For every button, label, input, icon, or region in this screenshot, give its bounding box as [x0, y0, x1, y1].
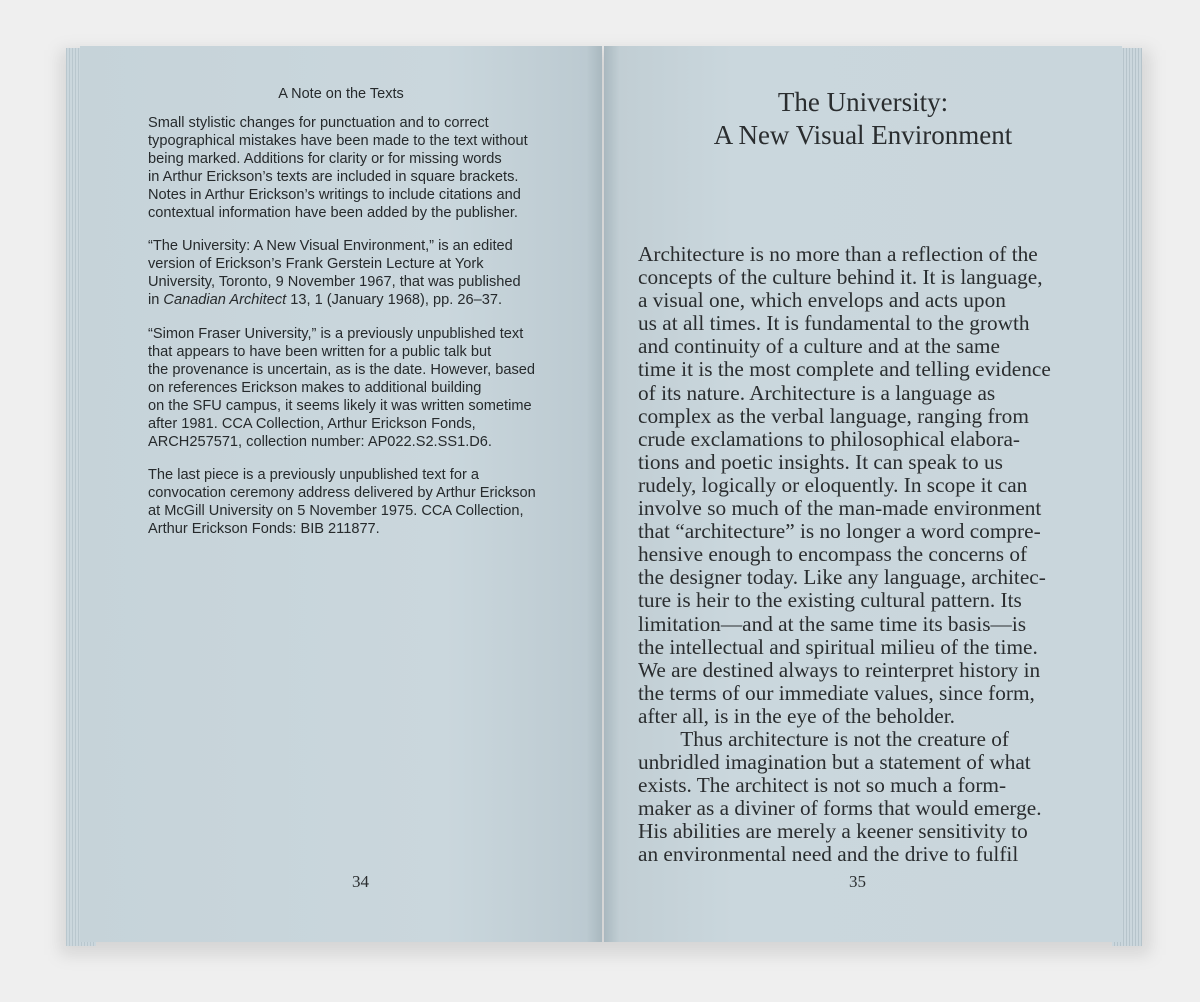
citation-text: in: [148, 292, 164, 309]
text-line: after 1981. CCA Collection, Arthur Erickson Fonds,: [148, 415, 476, 432]
text-line: after all, is in the eye of the beholder.: [638, 703, 955, 728]
right-page: [604, 46, 1122, 942]
right-page-body: [638, 243, 1051, 867]
text-line: ture is heir to the existing cultural pattern. Its: [638, 588, 1022, 613]
text-line: exists. The architect is not so much a form-: [638, 773, 1007, 798]
note-paragraph: [148, 326, 536, 451]
text-line: being marked. Additions for clarity or for missing words: [148, 150, 502, 167]
text-line: Notes in Arthur Erickson’s writings to include citations and: [148, 186, 521, 203]
citation-line: [148, 292, 536, 310]
left-page-heading: A Note on the Texts: [278, 86, 404, 102]
text-line: limitation—and at the same time its basis—is: [638, 611, 1027, 636]
text-line: Architecture is no more than a reflection of the: [638, 242, 1038, 266]
chapter-title: [604, 86, 1122, 152]
text-line: the intellectual and spiritual milieu of the time.: [638, 634, 1038, 659]
text-line: that appears to have been written for a public talk but: [148, 343, 492, 360]
page-number-left: 34: [352, 872, 369, 891]
text-line: that “architecture” is no longer a word compre-: [638, 519, 1041, 544]
citation-text: 13, 1 (January 1968), pp. 26–37.: [286, 292, 503, 309]
text-line: at McGill University on 5 November 1975. CCA Collection,: [148, 503, 524, 520]
text-line: an environmental need and the drive to fulfil: [638, 842, 1019, 867]
text-line: rudely, logically or eloquently. In scope it can: [638, 472, 1028, 497]
text-line: the terms of our immediate values, since form,: [638, 680, 1035, 705]
text-line: unbridled imagination but a statement of what: [638, 750, 1031, 775]
chapter-title-line: The University:: [777, 87, 949, 117]
text-line: Arthur Erickson Fonds: BIB 211877.: [148, 521, 380, 538]
text-line: typographical mistakes have been made to the text without: [148, 132, 528, 149]
text-line: The last piece is a previously unpublished text for a: [148, 467, 479, 484]
text-line: maker as a diviner of forms that would emerge.: [638, 796, 1042, 821]
publication-title: Canadian Architect: [163, 292, 287, 309]
text-line: a visual one, which envelops and acts upon: [638, 288, 1006, 313]
text-line: on the SFU campus, it seems likely it was written sometime: [148, 397, 532, 414]
text-line: “The University: A New Visual Environment,” is an edited: [148, 238, 513, 255]
text-line: “Simon Fraser University,” is a previously unpublished text: [148, 326, 524, 343]
text-line: contextual information have been added by the publisher.: [148, 204, 518, 221]
text-line: We are destined always to reinterpret history in: [638, 657, 1041, 682]
text-line: Small stylistic changes for punctuation and to correct: [148, 115, 489, 131]
text-line: University, Toronto, 9 November 1967, that was published: [148, 274, 521, 291]
text-line: complex as the verbal language, ranging from: [638, 403, 1029, 428]
page-number-right: 35: [849, 872, 866, 891]
text-line: time it is the most complete and telling evidence: [638, 357, 1051, 382]
text-line: His abilities are merely a keener sensitivity to: [638, 819, 1028, 844]
note-paragraph: [148, 238, 536, 310]
left-page-body: [148, 115, 536, 555]
left-page: [80, 46, 602, 942]
text-line: in Arthur Erickson’s texts are included in square brackets.: [148, 168, 519, 185]
text-line: involve so much of the man-made environment: [638, 496, 1042, 521]
text-line: crude exclamations to philosophical elabora-: [638, 426, 1021, 451]
text-line: concepts of the culture behind it. It is language,: [638, 265, 1043, 290]
text-line: tions and poetic insights. It can speak to us: [638, 449, 1003, 474]
note-paragraph: [148, 467, 536, 539]
text-line: ARCH257571, collection number: AP022.S2.SS1.D6.: [148, 433, 492, 450]
text-line: of its nature. Architecture is a language as: [638, 380, 996, 405]
text-line: convocation ceremony address delivered by Arthur Erickson: [148, 485, 536, 502]
text-line: on references Erickson makes to additional building: [148, 379, 482, 396]
text-line: Thus architecture is not the creature of: [638, 726, 1009, 751]
text-line: and continuity of a culture and at the same: [638, 334, 1000, 359]
text-line: the designer today. Like any language, architec-: [638, 565, 1046, 590]
chapter-title-line: A New Visual Environment: [713, 120, 1013, 150]
note-paragraph: [148, 115, 536, 222]
text-line: version of Erickson’s Frank Gerstein Lecture at York: [148, 256, 484, 273]
text-line: hensive enough to encompass the concerns of: [638, 542, 1028, 567]
text-line: the provenance is uncertain, as is the date. However, based: [148, 361, 535, 378]
text-line: us at all times. It is fundamental to the growth: [638, 311, 1030, 336]
